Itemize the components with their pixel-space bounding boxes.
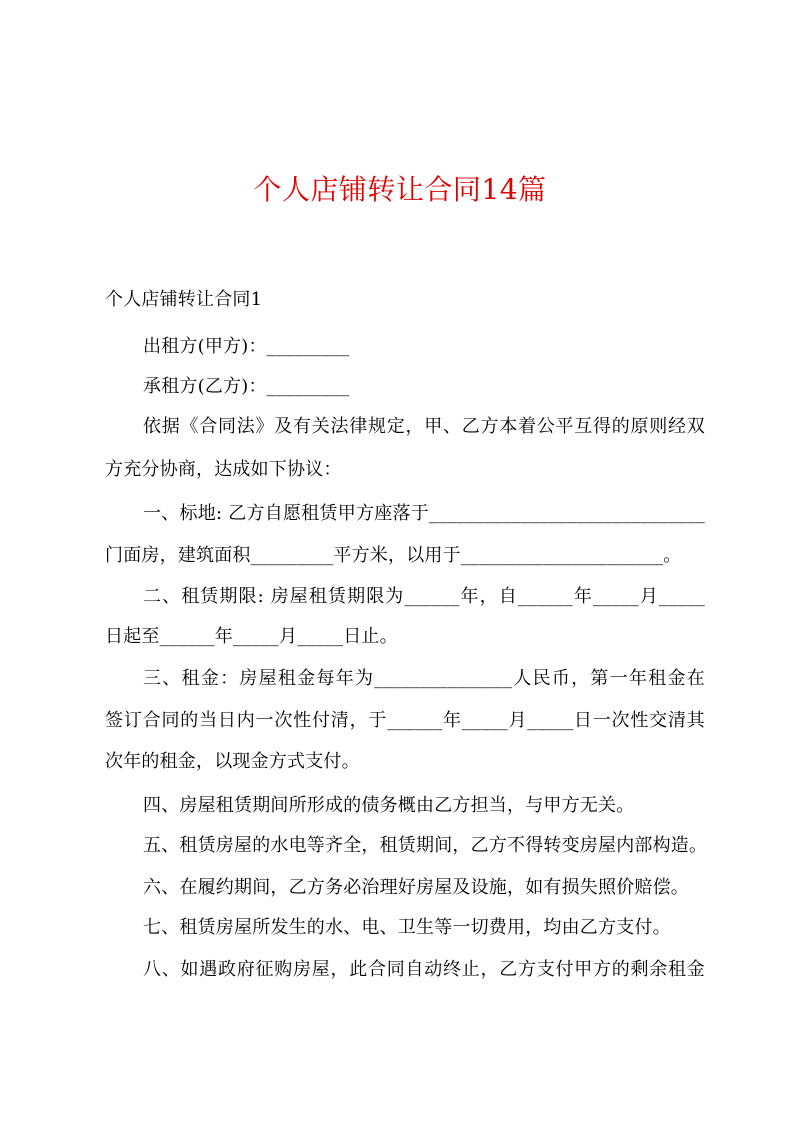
lessor-line: 出租方(甲方)：_________	[143, 336, 350, 357]
clause-4-line: 四、房屋租赁期间所形成的债务概由乙方担当，与甲方无关。	[143, 795, 635, 816]
clause-5-line: 五、租赁房屋的水电等齐全，租赁期间，乙方不得转变房屋内部构造。	[143, 835, 708, 856]
document-title: 个人店铺转让合同14篇	[253, 173, 547, 206]
clause-2-line-2: 日起至______年_____月_____日止。	[105, 626, 398, 647]
clause-7-line: 七、租赁房屋所发生的水、电、卫生等一切费用，均由乙方支付。	[143, 917, 671, 938]
clause-3-line-1: 三、租金：房屋租金每年为_______________人民币，第一年租金在	[143, 668, 705, 689]
clause-2-line-1: 二、租赁期限: 房屋租赁期限为______年，自______年_____月_____	[143, 586, 705, 607]
clause-3-line-3: 次年的租金，以现金方式支付。	[105, 751, 360, 772]
clause-3-line-2: 签订合同的当日内一次性付清，于______年_____月_____日一次性交清其	[105, 710, 705, 731]
section-heading: 个人店铺转让合同1	[105, 289, 263, 310]
clause-1-line-2: 门面房，建筑面积_________平方米，以用于______________________。	[105, 545, 682, 566]
clause-8-line: 八、如遇政府征购房屋，此合同自动终止，乙方支付甲方的剩余租金	[143, 959, 705, 980]
clause-6-line: 六、在履约期间，乙方务必治理好房屋及设施，如有损失照价赔偿。	[143, 877, 689, 898]
lessee-line: 承租方(乙方)：_________	[143, 376, 350, 397]
preamble-line-1: 依据《合同法》及有关法律规定，甲、乙方本着公平互得的原则经双	[143, 416, 705, 437]
clause-1-line-1: 一、标地: 乙方自愿租赁甲方座落于______________________________	[143, 503, 705, 524]
preamble-line-2: 方充分协商，达成如下协议：	[105, 459, 342, 480]
